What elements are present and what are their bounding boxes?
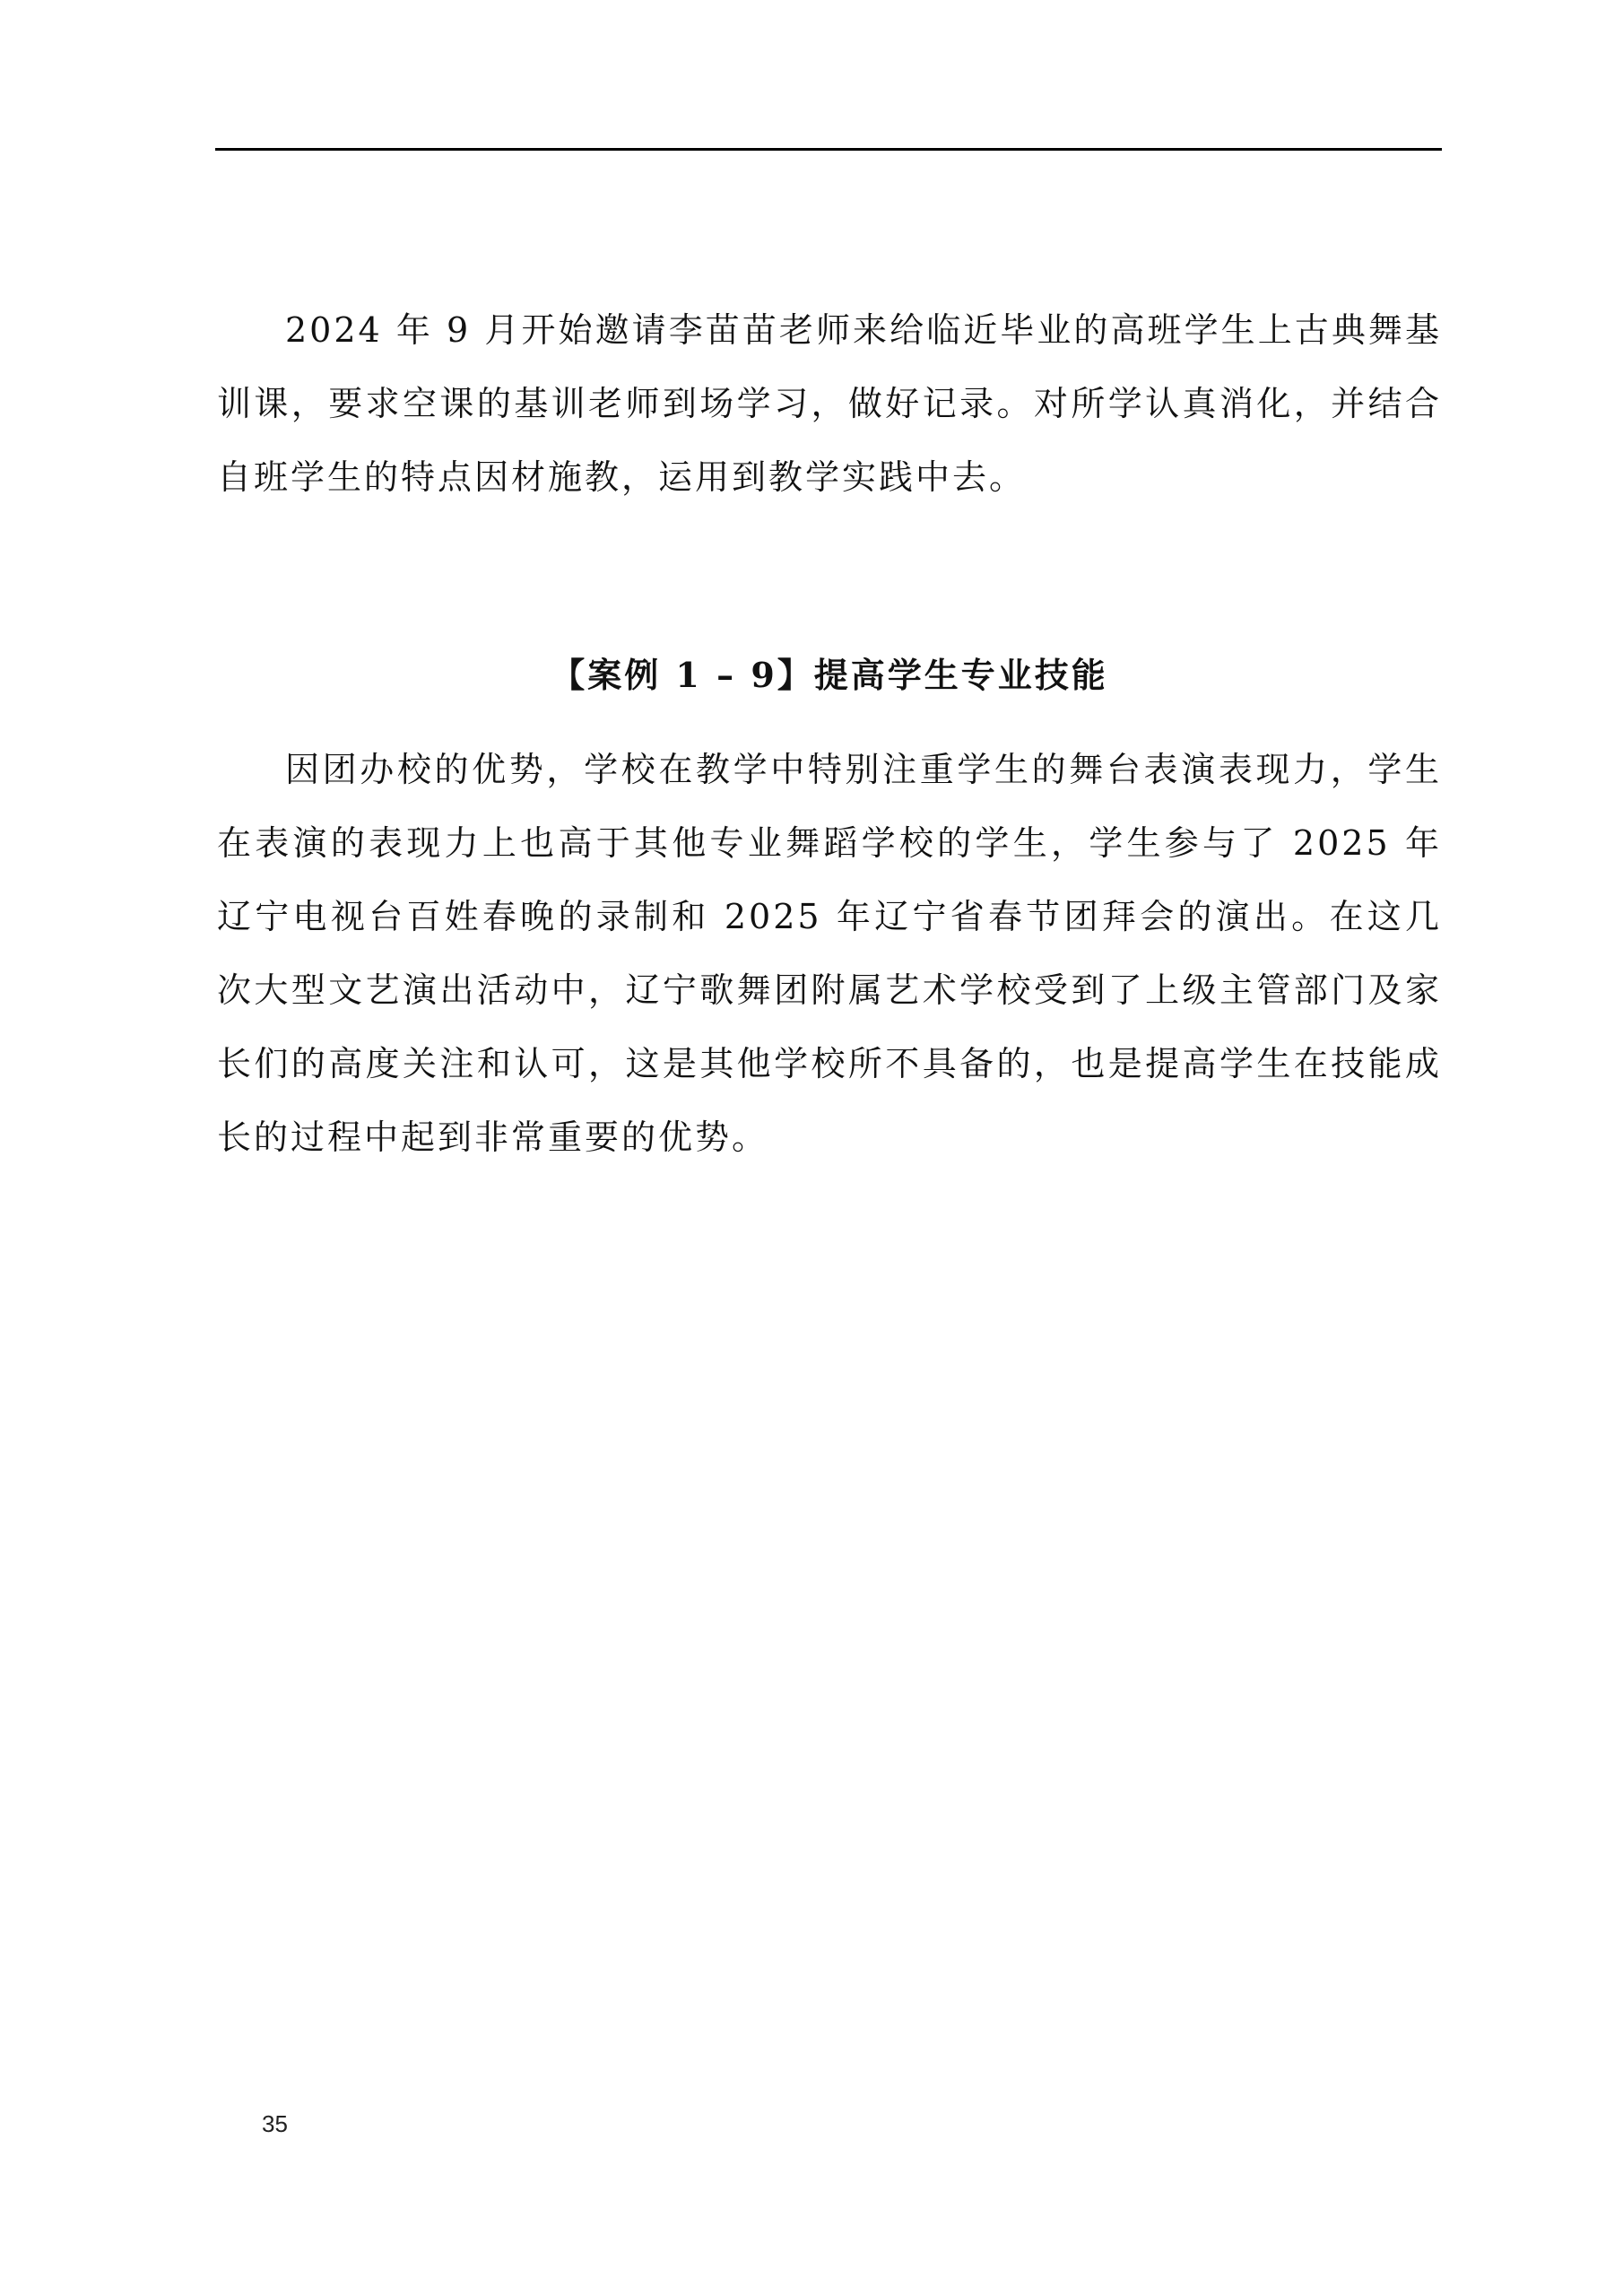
page-number: 35 <box>262 2110 288 2137</box>
case-heading: 【案例 1 – 9】提高学生专业技能 <box>551 655 1108 695</box>
paragraph-training-course: 2024 年 9 月开始邀请李苗苗老师来给临近毕业的高班学生上古典舞基训课，要求空课的基训老师到场学习，做好记录。对所学认真消化，并结合自班学生的特点因材施教，运用到教学实践中去。 <box>217 310 1442 497</box>
header-rule <box>215 148 1442 151</box>
paragraph-stage-performance: 因团办校的优势，学校在教学中特别注重学生的舞台表演表现力，学生在表演的表现力上也高于其他专业舞蹈学校的学生，学生参与了 2025 年辽宁电视台百姓春晚的录制和 2025 年辽宁省春节团拜会的演出。在这几次大型文艺演出活动中，辽宁歌舞团附属艺术学校受到了上级主管部门及家长们的高度关注和认可，这是其他学校所不具备的，也是提高学生在技能成长的过程中起到非常重要的优势。 <box>217 750 1442 1157</box>
